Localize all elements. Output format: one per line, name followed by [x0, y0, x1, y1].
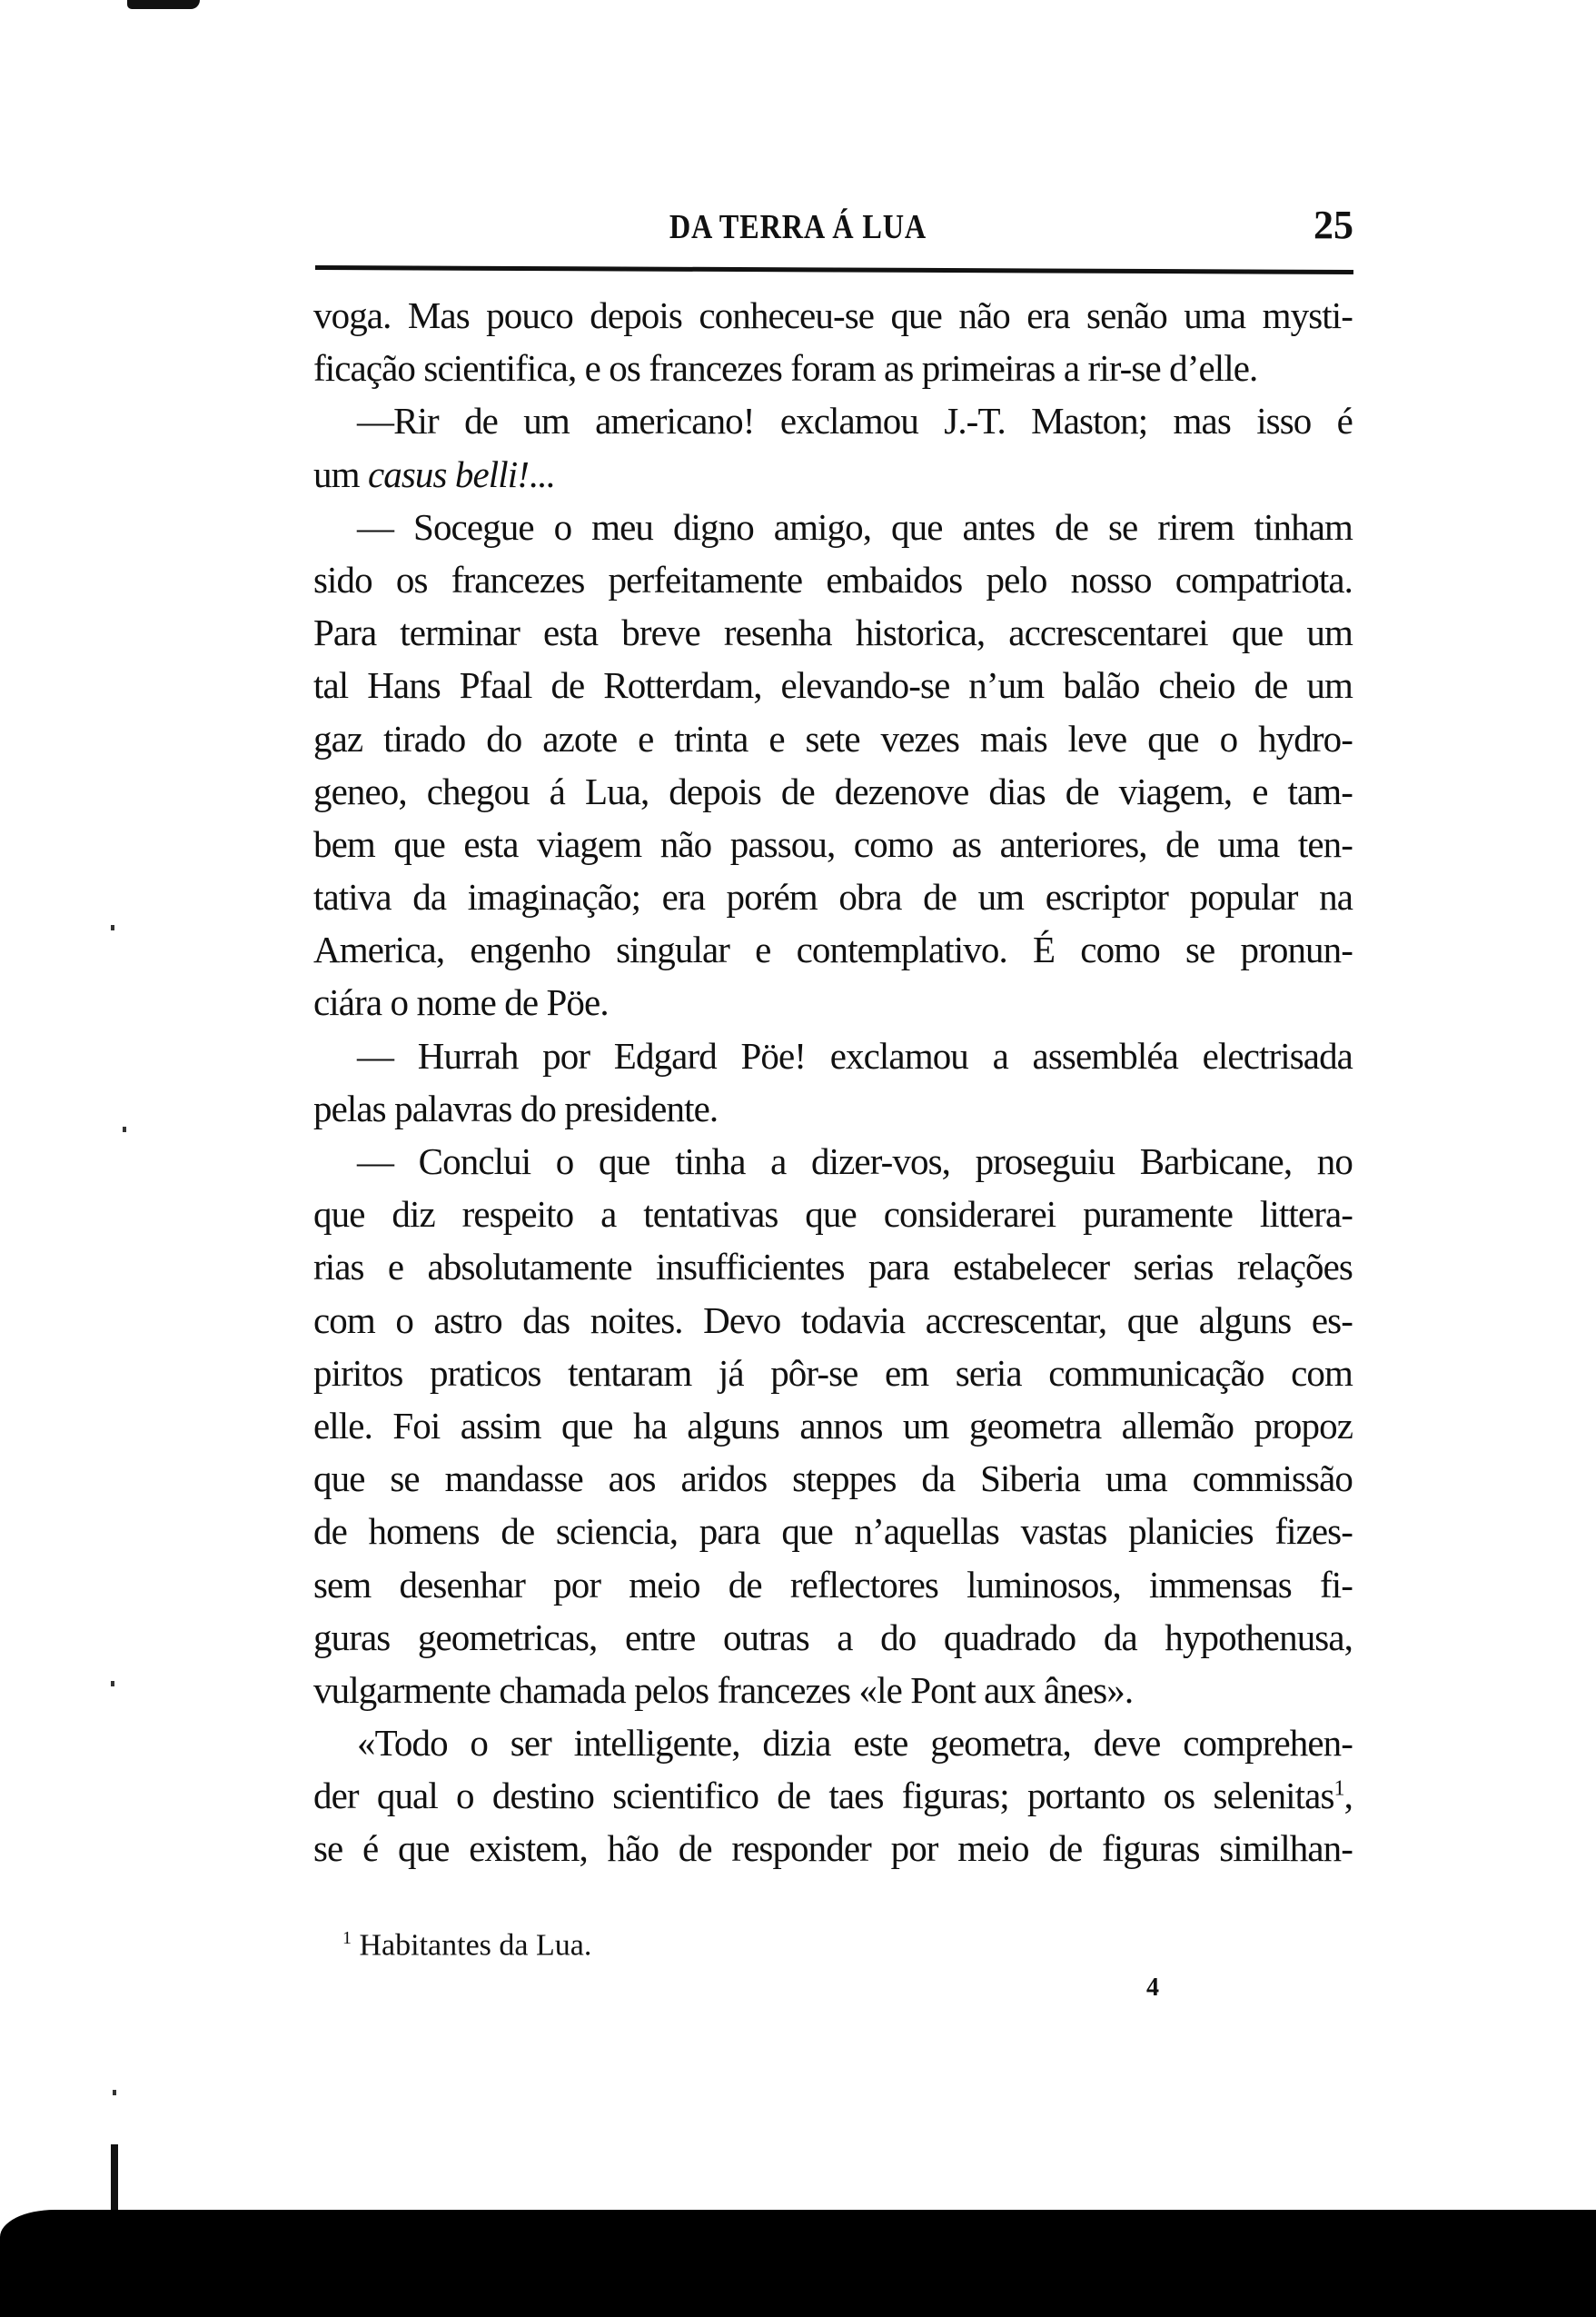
text-segment: voga. Mas pouco depois conheceu-se que não era senão uma mysti-: [313, 294, 1353, 336]
text-line: [313, 1558, 1353, 1611]
text-segment: um: [313, 452, 368, 495]
text-segment: elle. Foi assim que ha alguns annos um geometra allemão propoz: [313, 1404, 1353, 1447]
book-spine-edge: [111, 2144, 118, 2217]
text-segment: bem que esta viagem não passou, como as anteriores, de uma ten-: [313, 822, 1353, 865]
text-line: [313, 712, 1353, 765]
text-line: [313, 1822, 1353, 1874]
text-segment: Para terminar esta breve resenha historica, accrescentarei que um: [313, 612, 1353, 654]
scan-speck: [123, 1127, 126, 1132]
text-line: [313, 870, 1353, 923]
text-line: [313, 1082, 1353, 1135]
scan-speck: [113, 2090, 116, 2095]
text-line: [313, 1664, 1353, 1716]
italic-text: casus belli!: [367, 452, 530, 495]
text-line: [313, 606, 1353, 659]
text-segment: tativa da imaginação; era porém obra de um escriptor popular na: [313, 876, 1353, 919]
text-line: [313, 1294, 1353, 1347]
text-line: [313, 765, 1353, 818]
text-line: [313, 342, 1353, 394]
text-segment: vulgarmente chamada pelos francezes «le Pont aux ânes».: [313, 1668, 1134, 1711]
text-line: [313, 1611, 1353, 1664]
page-number: 25: [1313, 203, 1353, 247]
text-segment: de homens de sciencia, para que n’aquellas vastas planicies fizes-: [313, 1510, 1353, 1553]
text-line: [313, 1135, 1353, 1188]
text-segment: — Hurrah por Edgard Pöe! exclamou a assembléa electrisada: [357, 1034, 1353, 1077]
text-segment: ,: [1343, 1775, 1353, 1817]
text-segment: America, engenho singular e contemplativo. É como se pronun-: [313, 929, 1353, 971]
text-line: [313, 923, 1353, 976]
text-segment: tal Hans Pfaal de Rotterdam, elevando-se n’um balão cheio de um: [313, 664, 1353, 707]
signature-mark: 4: [1146, 1974, 1159, 2002]
scan-speck: [111, 925, 114, 930]
text-line: [313, 1029, 1353, 1082]
text-line: [313, 1716, 1353, 1769]
text-line: [313, 976, 1353, 1029]
text-segment: «Todo o ser intelligente, dizia este geometra, deve comprehen-: [357, 1722, 1353, 1765]
text-line: [313, 1452, 1353, 1505]
text-line: [313, 394, 1353, 447]
text-line: [313, 1769, 1353, 1822]
text-segment: — Socegue o meu digno amigo, que antes de se rirem tinham: [357, 505, 1353, 548]
text-segment: piritos praticos tentaram já pôr-se em seria communicação com: [313, 1351, 1353, 1394]
text-segment: geneo, chegou á Lua, depois de dezenove dias de viagem, e tam-: [313, 770, 1353, 812]
footnote-mark: 1: [342, 1928, 352, 1948]
text-segment: ...: [529, 452, 555, 495]
text-segment: rias e absolutamente insufficientes para estabelecer serias relações: [313, 1246, 1353, 1288]
text-line: [313, 1188, 1353, 1240]
text-segment: der qual o destino scientifico de taes figuras; portanto os selenitas: [313, 1775, 1334, 1817]
text-segment: ficação scientifica, e os francezes foram as primeiras a rir-se d’elle.: [313, 347, 1258, 390]
text-segment: — Conclui o que tinha a dizer-vos, proseguiu Barbicane, no: [357, 1140, 1353, 1182]
text-segment: guras geometricas, entre outras a do quadrado da hypothenusa,: [313, 1616, 1353, 1658]
text-segment: com o astro das noites. Devo todavia accrescentar, que alguns es-: [313, 1298, 1353, 1341]
footnote-text: Habitantes da Lua.: [359, 1928, 592, 1963]
text-segment: —Rir de um americano! exclamou J.-T. Maston; mas isso é: [357, 400, 1353, 443]
header-rule: [315, 265, 1353, 274]
text-line: [313, 818, 1353, 870]
text-line: [313, 1240, 1353, 1293]
text-line: [313, 501, 1353, 553]
text-line: [313, 448, 1353, 501]
text-line: [313, 1347, 1353, 1399]
footnote-reference: 1: [1333, 1776, 1344, 1801]
scan-smudge: [127, 0, 200, 9]
body-text: [313, 289, 1353, 1875]
running-header-title: DA TERRA Á LUA: [669, 208, 927, 246]
scan-speck: [111, 1681, 114, 1686]
text-segment: ciára o nome de Pöe.: [313, 981, 609, 1024]
text-segment: sido os francezes perfeitamente embaidos pelo nosso compatriota.: [313, 558, 1353, 601]
text-segment: que diz respeito a tentativas que considerarei puramente littera-: [313, 1193, 1353, 1236]
text-line: [313, 289, 1353, 342]
text-segment: se é que existem, hão de responder por meio de figuras similhan-: [313, 1827, 1353, 1870]
text-line: [313, 659, 1353, 711]
footnote: [342, 1928, 591, 1963]
text-segment: gaz tirado do azote e trinta e sete vezes mais leve que o hydro-: [313, 717, 1353, 760]
scan-border: [0, 2210, 1596, 2317]
text-line: [313, 1505, 1353, 1557]
text-line: [313, 1399, 1353, 1452]
text-segment: pelas palavras do presidente.: [313, 1087, 719, 1129]
text-line: [313, 553, 1353, 606]
text-segment: que se mandasse aos aridos steppes da Siberia uma commissão: [313, 1457, 1353, 1500]
text-segment: sem desenhar por meio de reflectores luminosos, immensas fi-: [313, 1563, 1353, 1606]
